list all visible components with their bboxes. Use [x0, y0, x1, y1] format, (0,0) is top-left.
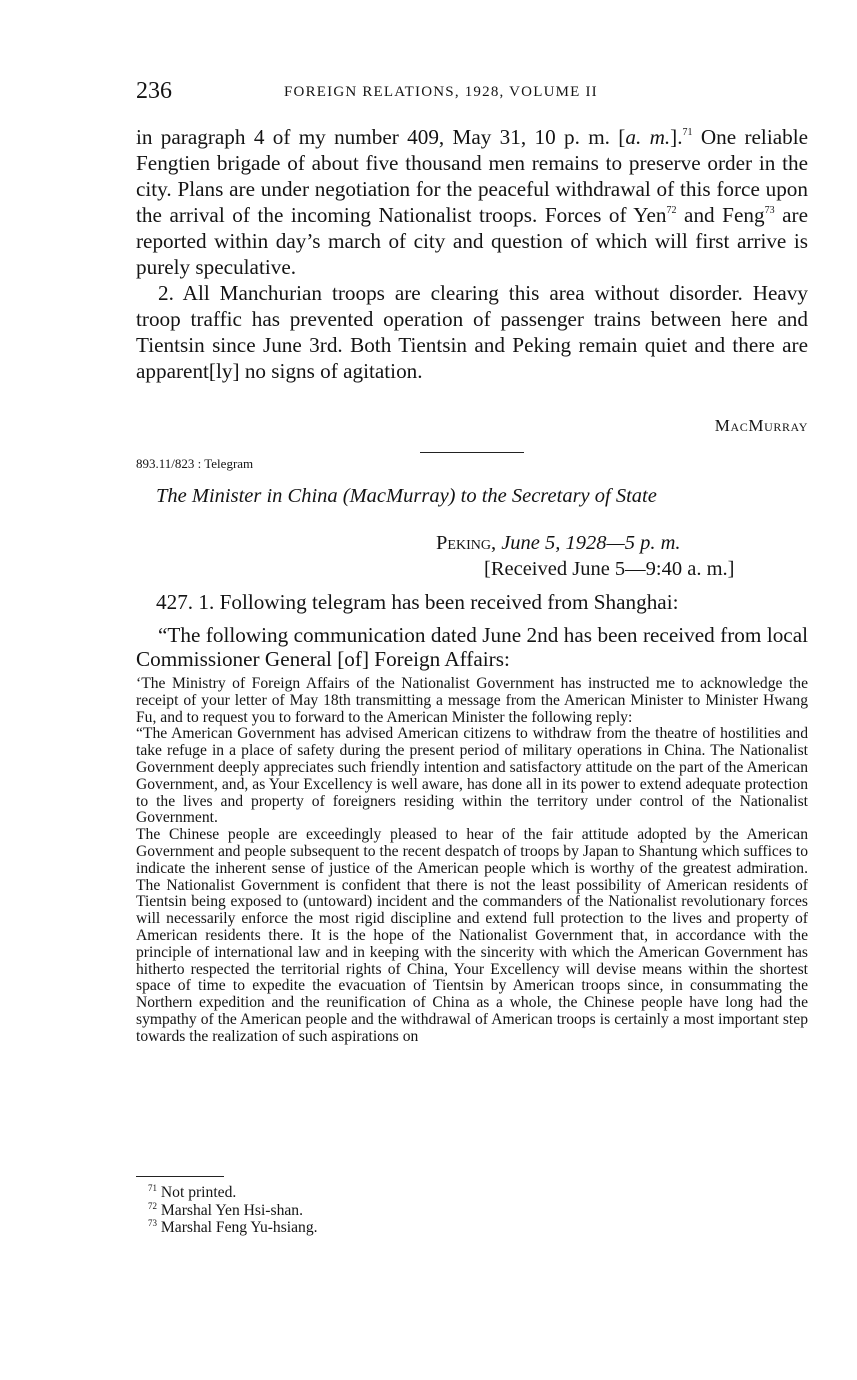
signature: MacMurray [714, 416, 808, 435]
document-title: The Minister in China (MacMurray) to the Secretary of State [156, 485, 657, 507]
file-reference: 893.11/823 : Telegram [136, 456, 254, 471]
continued-telegram-text [136, 124, 808, 384]
footnote-73: $^{73}$ Marshal Feng Yu-hsiang. [148, 1218, 318, 1236]
footnote-ref-73: 73 [764, 205, 775, 216]
quoted-paragraph-3: The Chinese people are exceedingly pleased to hear of the fair attitude adopted by the American Government and people subsequent to the recent despatch of troops by Japan to Shantung which suffices to indicate the inherent sense of justice of the American people which is worthy of the greatest admiration. The Nationalist Government is confident that there is not the least possibility of American residents of Tientsin being exposed to (untoward) incident and the commanders of the Nationalist revolutionary forces will necessarily enforce the most rigid discipline and extend full protection to the lives and property of American residents there. It is the hope of the Nationalist Government that, in accordance with the principle of international law and in keeping with the sincerity with which the American Government has hitherto respected the territorial rights of China, Your Excellency will devise means within the shortest space of time to expedite the evacuation of Tientsin by American troops since, in consummating the Northern expedition and the reunification of China as a whole, the Chinese people have long had the sympathy of the American people and the withdrawal of American troops is certainly a most important step towards the realization of such aspirations on [136, 826, 808, 1045]
paragraph-427: 427. 1. Following telegram has been received from Shanghai: [156, 590, 679, 614]
page-number: 236 [136, 78, 172, 104]
dateline-place: Peking, [436, 532, 497, 554]
dateline-date: June 5, 1928—5 p. m. [501, 532, 681, 554]
quoted-communication [136, 676, 808, 1046]
paragraph-2: 2. All Manchurian troops are clearing this area without disorder. Heavy troop traffic has prevented operation of passenger trains between here and Tientsin since June 3rd. Both Tientsin and Peking remain quiet and there are apparent[ly] no signs of agitation. [136, 281, 808, 383]
footnote-ref-71: 71 [682, 127, 693, 138]
running-head: FOREIGN RELATIONS, 1928, VOLUME II [284, 84, 598, 100]
quote-intro: “The following communication dated June 2nd has been received from local Commissioner General [of] Foreign Affairs: [136, 623, 808, 671]
footnotes [148, 1184, 318, 1237]
dateline [436, 532, 681, 555]
received-line: [Received June 5—9:40 a. m.] [484, 558, 735, 580]
quoted-paragraph-2: “The American Government has advised American citizens to withdraw from the theatre of hostilities and take refuge in a place of safety during the present period of military operations in China. The Nationalist Government deeply appreciates such friendly intention and satisfactory attitude on the part of the American Government, and, as Your Excellency is well aware, has done all in its power to extend adequate protection to the lives and property of foreigners residing within the territory under control of the Nationalist Government. [136, 725, 808, 827]
footnote-72: $^{72}$ Marshal Yen Hsi-shan. [148, 1200, 303, 1219]
page-header [136, 78, 808, 112]
footnote-71: $^{71}$ Not printed. [148, 1183, 237, 1201]
footnote-ref-72: 72 [666, 205, 677, 216]
paragraph-1: in paragraph 4 of my number 409, May 31, 10 p. m. [a. m.].$^{71}$ One reliable Fengtien brigade of about five thousand men remains to preserve order in the city. Plans are under negotiation for the peaceful withdrawal of this force upon the arrival of the incoming Nationalist troops. Forces of Yen$^{72}$ and Feng$^{73}$ are reported within day’s march of city and question of which will first arrive is purely speculative. [136, 125, 808, 279]
section-divider [420, 452, 524, 453]
quoted-paragraph-1: ‘The Ministry of Foreign Affairs of the Nationalist Government has instructed me to acknowledge the receipt of your letter of May 18th transmitting a message from the American Minister to Minister Hwang Fu, and to request you to forward to the American Minister the following reply: [136, 675, 808, 726]
footnote-divider [136, 1176, 224, 1177]
